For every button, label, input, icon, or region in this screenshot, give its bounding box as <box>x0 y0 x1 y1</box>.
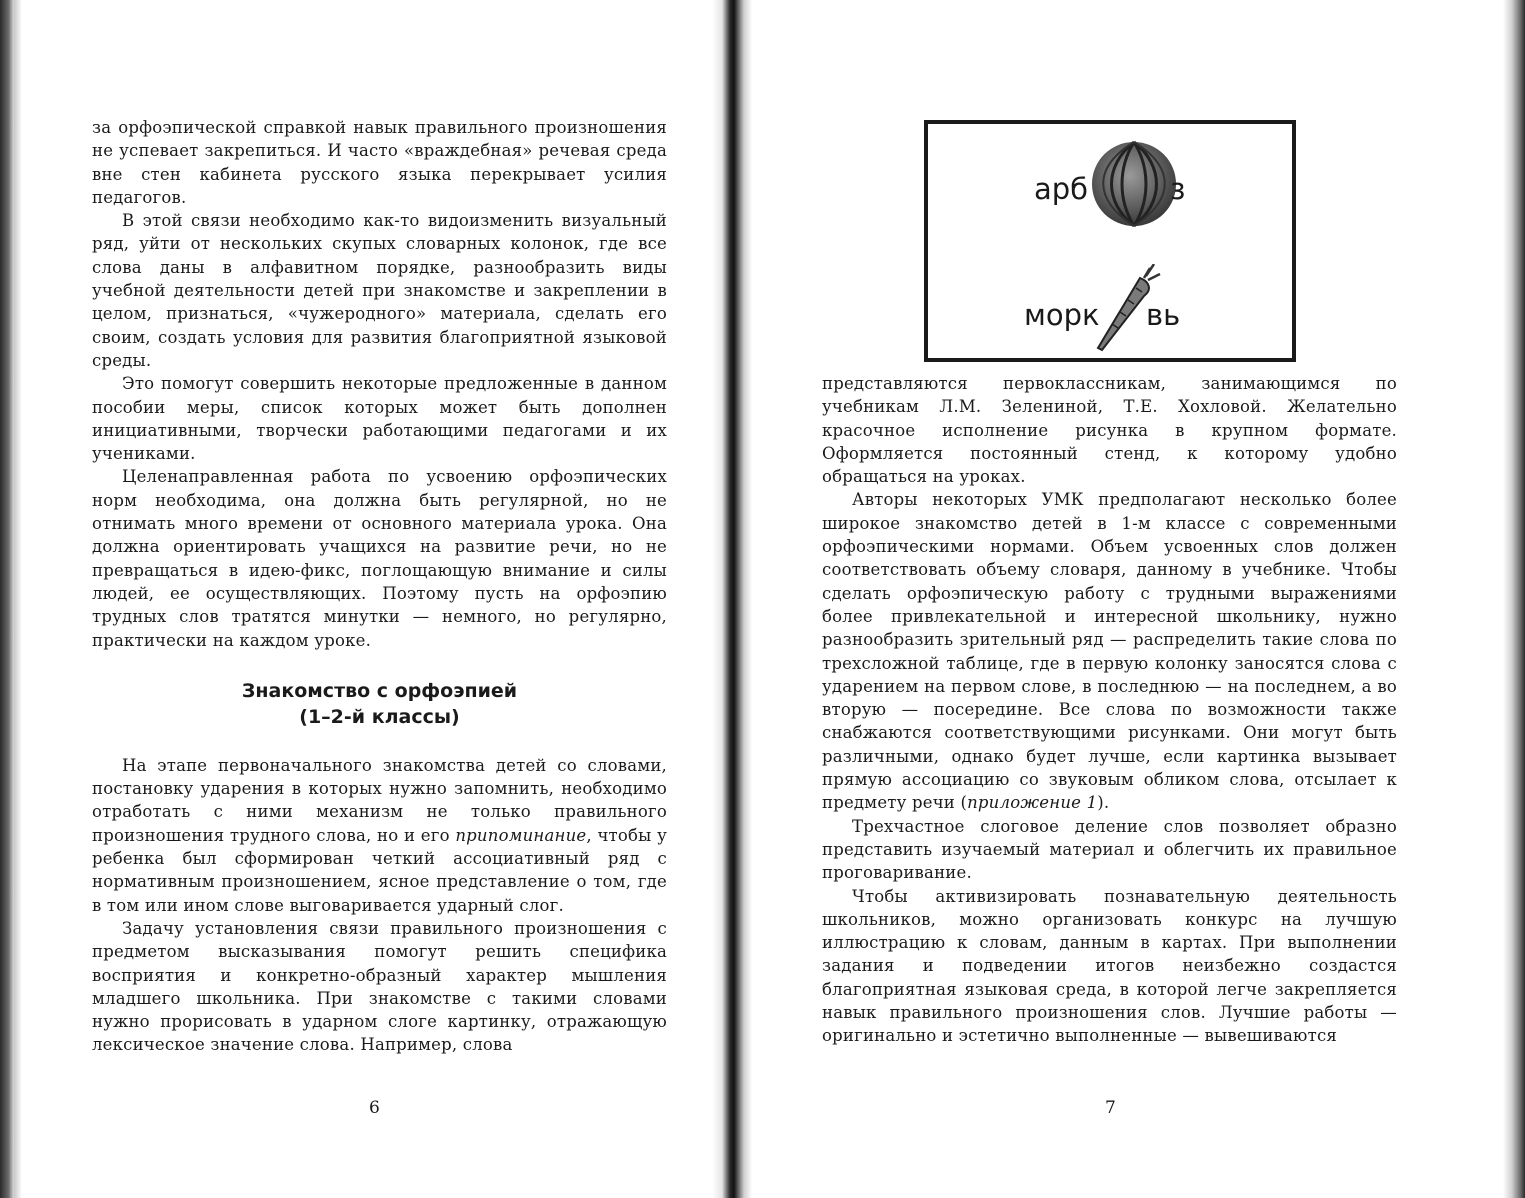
paragraph <box>92 754 667 917</box>
paragraph <box>92 917 667 1057</box>
paragraph: Трехчастное слоговое деление слов позволяет образно представить изучаемый материал и облегчить их правильное проговаривание. <box>822 816 1397 883</box>
paragraph: В этой связи необходимо как-то видоизменить визуальный ряд, уйти от нескольких скупых словарных колонок, где все слова даны в алфавитном порядке, разнообразить виды учебной деятельности детей при знакомстве и закреплении в целом, признаться, «чужеродного» материала, сделать его своим, создать условия для развития благоприятной языковой среды. <box>92 211 667 370</box>
figure-word-part: арб <box>1034 172 1089 206</box>
left-page <box>92 0 667 1198</box>
figure-word-part: морк <box>1024 298 1100 332</box>
book-gutter <box>712 0 752 1198</box>
text-run: , чтобы у ребенка был сформирован четкий ассоциативный ряд с нормативным произношением, ясное представление о том, где в том или ином слове выговаривается ударный слог. <box>92 825 667 915</box>
right-page <box>822 0 1397 1198</box>
figure-word-part: вь <box>1146 298 1181 332</box>
paragraph: Чтобы активизировать познавательную деятельность школьников, можно организовать конкурс на лучшую иллюстрацию к словам, данным в картах. При выполнении задания и подведении итогов неизбежно создастся благоприятная языковая среда, в которой легче закрепляется навык правильного произношения слов. Лучшие работы — оригинально и эстетично выполненные — вывешиваются <box>822 886 1397 1046</box>
page-edge-left-highlight <box>14 0 22 1198</box>
watermelon-icon <box>1088 138 1180 230</box>
left-page-text <box>92 116 667 1057</box>
paragraph: представляются первоклассникам, занимающимся по учебникам Л.М. Зелениной, Т.Е. Хохловой. Желательно красочное исполнение рисунка в крупном формате. Оформляется постоянный стенд, к которому удобно обращаться на уроках. <box>822 374 1397 487</box>
section-heading <box>92 678 667 730</box>
section-heading-line2: (1–2-й классы) <box>299 705 460 728</box>
paragraph: за орфоэпической справкой навык правильного произношения не успевает закрепиться. И часто «враждебная» речевая среда вне стен кабинета русского языка перекрывает усилия педагогов. <box>92 118 667 207</box>
right-page-text <box>822 372 1397 1048</box>
text-run: Задачу установления связи правильного произношения с предметом высказывания помогут решить специфика восприятия и конкретно-образный характер мышления младшего школьника. При знакомстве с такими словами нужно прорисовать в ударном слоге картинку, отражающую лексическое значение слова. Например, слова <box>92 918 667 1055</box>
illustration-box <box>924 120 1296 362</box>
section-heading-line1: Знакомство с орфоэпией <box>241 679 518 702</box>
italic-run: припоминание <box>455 825 587 845</box>
page-edge-right <box>1503 0 1525 1198</box>
paragraph: Целенаправленная работа по усвоению орфоэпических норм необходима, она должна быть регулярной, но не отнимать много времени от основного материала урока. Она должна ориентировать учащихся на развитие речи, но не превращаться в идею-фикс, поглощающую внимание и силы людей, ее осуществляющих. Поэтому пусть на орфоэпию трудных слов тратятся минутки — немного, но регулярно, практически на каждом уроке. <box>92 467 667 650</box>
text-run: Авторы некоторых УМК предполагают несколько более широкое знакомство детей в 1-м классе с современными орфоэпическими нормами. Объем усвоенных слов должен соответствовать объему словаря, данному в учебнике. Чтобы сделать орфоэпическую работу с трудными выражениями более привлекательной и интересной школьнику, нужно разнообразить зрительный ряд — распределить такие слова по трехсложной таблице, где в первую колонку заносятся слова с ударением на первом слове, в последнюю — на последнем, а во вторую — посередине. Все слова по возможности также снабжаются соответствующими рисунками. Они могут быть различными, однако будет лучше, если картинка вызывает прямую ассоциацию со звуковым обликом слова, отсылает к предмету речи ( <box>822 490 1397 813</box>
figure-word-part: з <box>1170 172 1186 206</box>
page-number: 6 <box>369 1098 380 1118</box>
italic-run: приложение 1 <box>967 793 1098 813</box>
paragraph <box>822 488 1397 814</box>
text-run: На этапе первоначального знакомства детей со словами, постановку ударения в которых нужно запомнить, необходимо отработать с ними механизм не только правильного произношения трудного слова, но и его <box>92 755 667 845</box>
page-number: 7 <box>1105 1098 1116 1118</box>
paragraph: Это помогут совершить некоторые предложенные в данном пособии меры, список которых может быть дополнен инициативными, творчески работающими педагогами и их учениками. <box>92 374 667 464</box>
page-edge-left <box>0 0 14 1198</box>
text-run: ). <box>1097 793 1110 813</box>
